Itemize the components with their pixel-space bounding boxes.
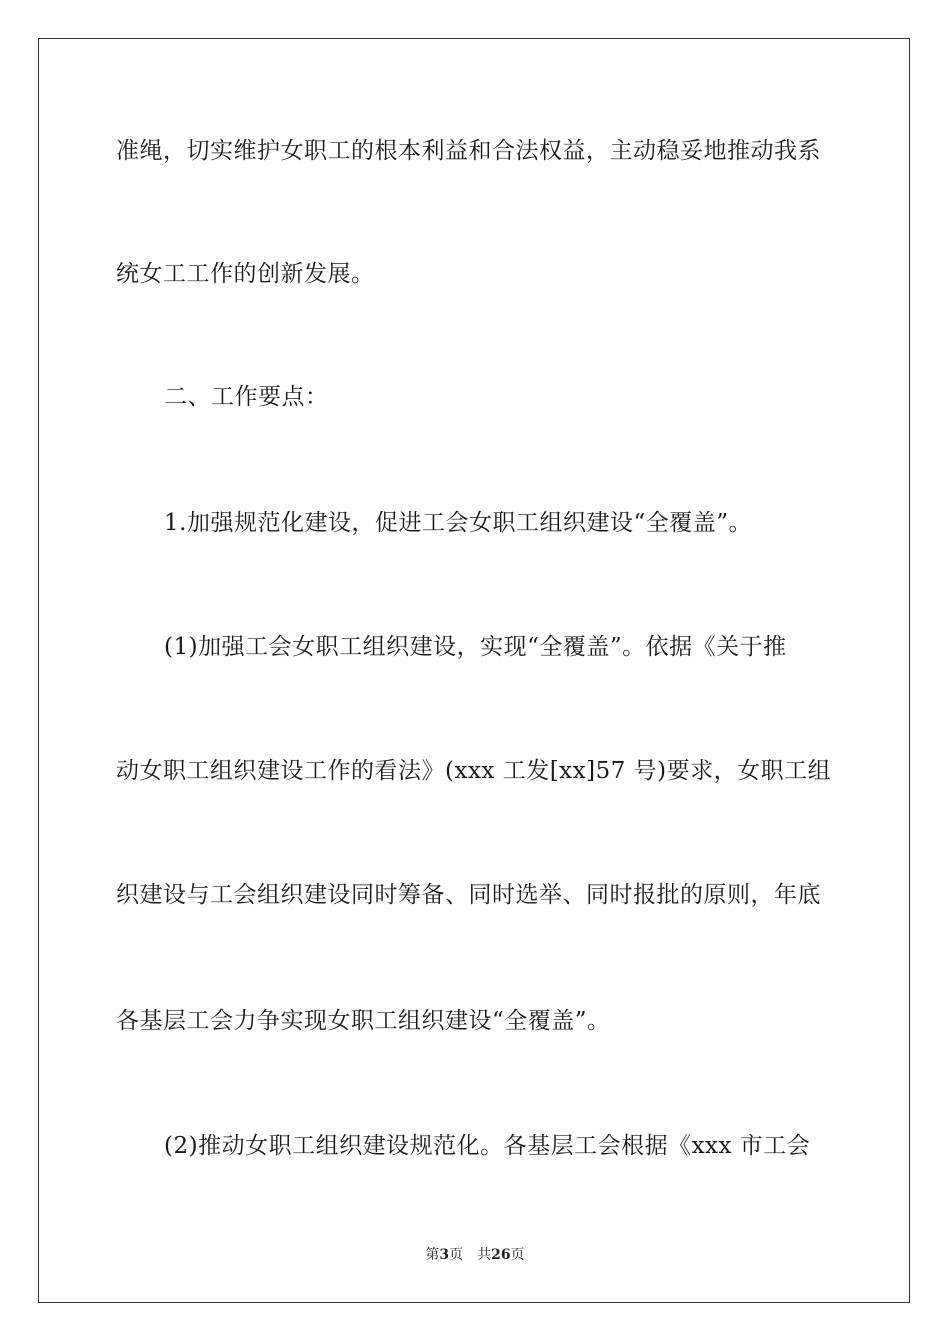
page-border xyxy=(38,38,910,1303)
section-heading: 二、工作要点： xyxy=(164,384,329,410)
page-prefix: 第 xyxy=(425,1247,440,1263)
total-suffix: 页 xyxy=(510,1247,525,1263)
body-text-line: 准绳，切实维护女职工的根本利益和合法权益，主动稳妥地推动我系 xyxy=(116,138,821,164)
total-prefix: 共 xyxy=(477,1247,492,1263)
page-footer xyxy=(0,1246,950,1264)
total-pages-number: 26 xyxy=(491,1247,511,1263)
body-text-line: (1)加强工会女职工组织建设，实现“全覆盖”。依据《关于推 xyxy=(164,634,787,660)
body-text-line: 统女工工作的创新发展。 xyxy=(116,261,375,287)
body-text-line: 织建设与工会组织建设同时筹备、同时选举、同时报批的原则，年底 xyxy=(116,882,821,908)
body-text-line: (2)推动女职工组织建设规范化。各基层工会根据《xxx 市工会 xyxy=(164,1133,811,1159)
subsection-heading: 1.加强规范化建设，促进工会女职工组织建设“全覆盖”。 xyxy=(164,510,752,536)
body-text-line: 各基层工会力争实现女职工组织建设“全覆盖”。 xyxy=(116,1008,611,1034)
page-suffix: 页 xyxy=(449,1247,464,1263)
current-page-number: 3 xyxy=(439,1247,450,1263)
body-text-line: 动女职工组织建设工作的看法》(xxx 工发[xx]57 号)要求，女职工组 xyxy=(116,758,832,784)
